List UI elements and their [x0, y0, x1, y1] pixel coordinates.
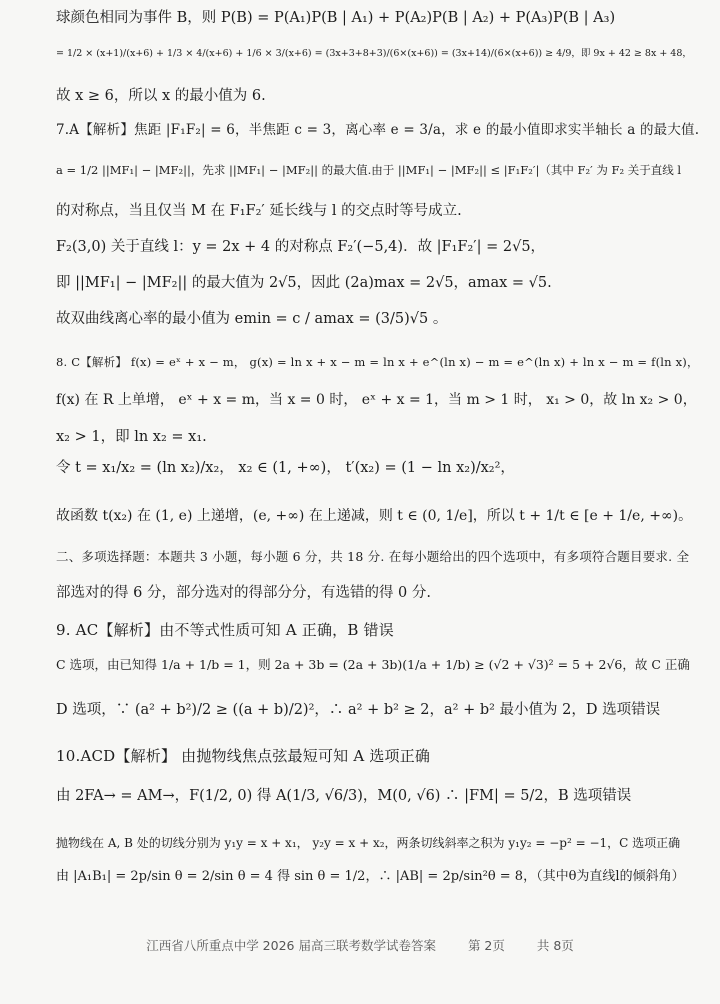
- solution-7-heading: 7.A【解析】焦距 |F₁F₂| = 6，半焦距 c = 3，离心率 e = 3/a，求 e 的最小值即求实半轴长 a 的最大值.: [56, 122, 700, 138]
- text-line: f(x) 在 R 上单增， eˣ + x = m，当 x = 0 时， eˣ + x = 1，当 m > 1 时， x₁ > 0，故 ln x₂ > 0，: [56, 392, 697, 408]
- page-number: 第 2页: [467, 938, 505, 953]
- text-line: 令 t = x₁/x₂ = (ln x₂)/x₂， x₂ ∈ (1, +∞)， t′(x₂) = (1 − ln x₂)/x₂²，: [56, 460, 515, 476]
- text-line: 由 |A₁B₁| = 2p/sin θ = 2/sin θ = 4 得 sin θ = 1/2，∴ |AB| = 2p/sin²θ = 8，（其中θ为直线l的倾斜角）: [56, 869, 685, 884]
- text-line: F₂(3,0) 关于直线 l：y = 2x + 4 的对称点 F₂′(−5,4)．故 |F₁F₂′| = 2√5，: [56, 239, 546, 255]
- solution-8-heading: 8. C【解析】 f(x) = eˣ + x − m， g(x) = ln x + x − m = ln x + e^(ln x) − m = e^(ln x) + ln x − m = f(ln x)，: [56, 355, 699, 369]
- text-line: 抛物线在 A, B 处的切线分别为 y₁y = x + x₁， y₂y = x + x₂，两条切线斜率之积为 y₁y₂ = −p² = −1，C 选项正确: [56, 836, 681, 850]
- text-line: 即 ||MF₁| − |MF₂|| 的最大值为 2√5，因此 (2a)max = 2√5，amax = √5.: [56, 275, 552, 291]
- solution-10-heading: 10.ACD【解析】 由抛物线焦点弦最短可知 A 选项正确: [56, 747, 431, 765]
- text-line: 的对称点，当且仅当 M 在 F₁F₂′ 延长线与 l 的交点时等号成立.: [56, 203, 462, 219]
- text-line: 故函数 t(x₂) 在 (1, e) 上递增，(e, +∞) 在上递减，则 t ∈ (0, 1/e]，所以 t + 1/t ∈ [e + 1/e, +∞)。: [56, 508, 693, 524]
- solution-9-heading: 9. AC【解析】由不等式性质可知 A 正确，B 错误: [56, 621, 394, 639]
- page-footer: [0, 936, 720, 954]
- text-line: D 选项，∵ (a² + b²)/2 ≥ ((a + b)/2)²，∴ a² + b² ≥ 2，a² + b² 最小值为 2，D 选项错误: [56, 702, 661, 718]
- text-line: 球颜色相同为事件 B，则 P(B) = P(A₁)P(B | A₁) + P(A₂)P(B | A₂) + P(A₃)P(B | A₃): [56, 10, 616, 26]
- text-line: a = 1/2 ||MF₁| − |MF₂||，先求 ||MF₁| − |MF₂|| 的最大值.由于 ||MF₁| − |MF₂|| ≤ |F₁F₂′|（其中 F₂′ 为 F₂ 关于直线 l: [56, 163, 682, 177]
- text-line: 故 x ≥ 6，所以 x 的最小值为 6.: [56, 88, 266, 104]
- text-line: 由 2FA→ = AM→，F(1/2, 0) 得 A(1/3, √6/3)，M(0, √6) ∴ |FM| = 5/2，B 选项错误: [56, 788, 632, 804]
- footer-title: 江西省八所重点中学 2026 届高三联考数学试卷答案: [146, 938, 436, 953]
- page-total: 共 8页: [536, 938, 574, 953]
- text-line: 部选对的得 6 分，部分选对的得部分分，有选错的得 0 分.: [56, 585, 431, 601]
- text-line: 故双曲线离心率的最小值为 emin = c / amax = (3/5)√5 。: [56, 311, 448, 327]
- text-line: = 1/2 × (x+1)/(x+6) + 1/3 × 4/(x+6) + 1/6 × 3/(x+6) = (3x+3+8+3)/(6×(x+6)) = (3x+14)/(6×(x+6)) ≥ 4/9，即 9x + 42 ≥ 8x + 48，: [56, 48, 692, 59]
- text-line: x₂ > 1，即 ln x₂ = x₁.: [56, 429, 207, 445]
- text-line: C 选项，由已知得 1/a + 1/b = 1，则 2a + 3b = (2a + 3b)(1/a + 1/b) ≥ (√2 + √3)² = 5 + 2√6，故 C 正确: [56, 657, 690, 672]
- section-heading: 二、多项选择题：本题共 3 小题，每小题 6 分，共 18 分. 在每小题给出的四个选项中，有多项符合题目要求. 全: [56, 549, 690, 564]
